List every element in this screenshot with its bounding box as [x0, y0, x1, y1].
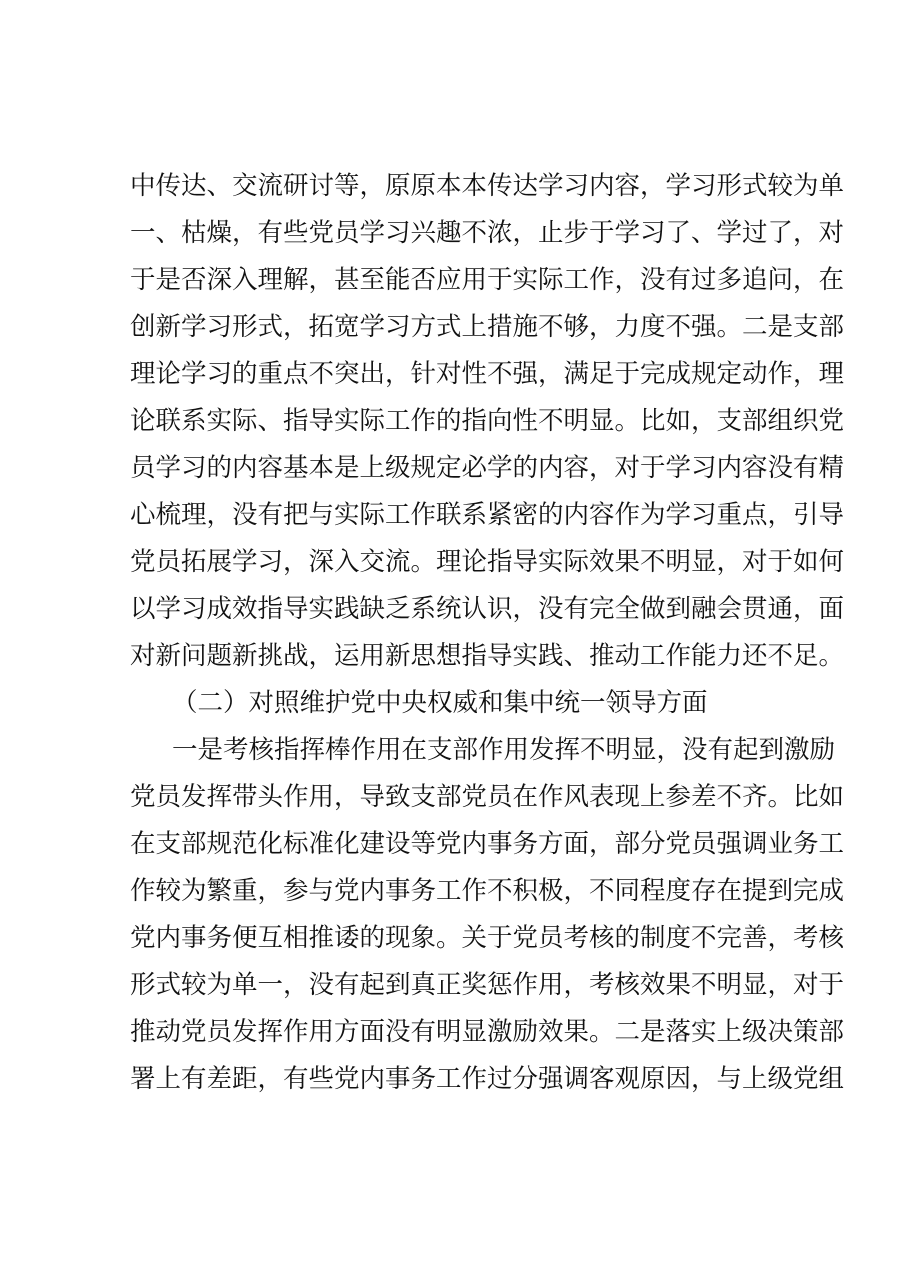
paragraph-line: 作较为繁重，参与党内事务工作不积极，不同程度存在提到完成 — [130, 876, 845, 906]
paragraph-line: 中传达、交流研讨等，原原本本传达学习内容，学习形式较为单 — [130, 171, 845, 201]
paragraph-line: 论联系实际、指导实际工作的指向性不明显。比如，支部组织党 — [130, 406, 845, 436]
paragraph-line: 心梳理，没有把与实际工作联系紧密的内容作为学习重点，引导 — [130, 500, 845, 530]
paragraph-line: 理论学习的重点不突出，针对性不强，满足于完成规定动作，理 — [130, 359, 845, 389]
paragraph-line: 形式较为单一，没有起到真正奖惩作用，考核效果不明显，对于 — [130, 970, 845, 1000]
paragraph-line: 以学习成效指导实践缺乏系统认识，没有完全做到融会贯通，面 — [130, 594, 845, 624]
paragraph-line: 推动党员发挥作用方面没有明显激励效果。二是落实上级决策部 — [130, 1017, 845, 1047]
paragraph-line: 党内事务便互相推诿的现象。关于党员考核的制度不完善，考核 — [130, 923, 845, 953]
paragraph-line: 一是考核指挥棒作用在支部作用发挥不明显，没有起到激励 — [172, 735, 836, 765]
section-heading: （二）对照维护党中央权威和集中统一领导方面 — [172, 688, 708, 718]
paragraph-line: 于是否深入理解，甚至能否应用于实际工作，没有过多追问，在 — [130, 265, 845, 295]
paragraph-line: 创新学习形式，拓宽学习方式上措施不够，力度不强。二是支部 — [130, 312, 845, 342]
paragraph-line: 署上有差距，有些党内事务工作过分强调客观原因，与上级党组 — [130, 1064, 845, 1094]
paragraph-line: 党员拓展学习，深入交流。理论指导实际效果不明显，对于如何 — [130, 547, 845, 577]
paragraph-line: 员学习的内容基本是上级规定必学的内容，对于学习内容没有精 — [130, 453, 845, 483]
paragraph-line: 一、枯燥，有些党员学习兴趣不浓，止步于学习了、学过了，对 — [130, 218, 845, 248]
paragraph-line: 在支部规范化标准化建设等党内事务方面，部分党员强调业务工 — [130, 829, 845, 859]
paragraph-line: 对新问题新挑战，运用新思想指导实践、推动工作能力还不足。 — [130, 641, 845, 671]
paragraph-line: 党员发挥带头作用，导致支部党员在作风表现上参差不齐。比如 — [130, 782, 845, 812]
